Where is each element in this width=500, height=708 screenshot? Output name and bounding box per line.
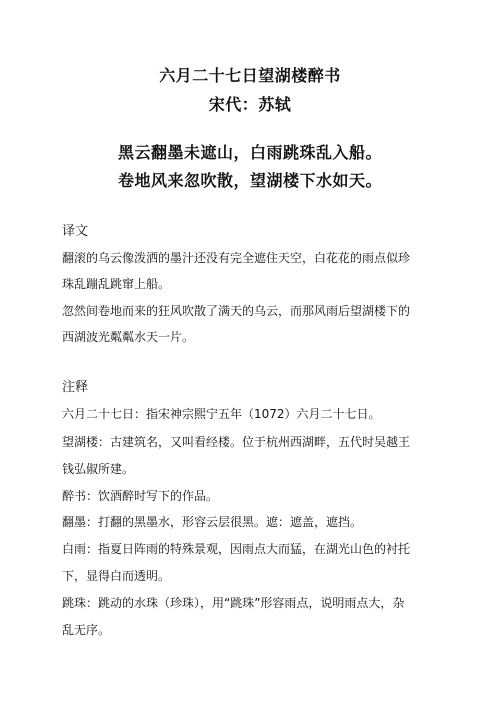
note-line-6: 白雨：指夏日阵雨的特殊景观，因雨点大而猛，在湖光山色的衬托	[62, 542, 411, 556]
poem-line-2: 卷地风来忽吹散，望湖楼下水如天。	[117, 171, 382, 190]
note-line-1: 六月二十七日：指宋神宗熙宁五年（1072）六月二十七日。	[62, 407, 381, 421]
translation-line-3: 忽然间卷地而来的狂风吹散了满天的乌云，而那风雨后望湖楼下的	[62, 304, 411, 318]
notes-heading: 注释	[62, 380, 89, 395]
note-line-7: 下，显得白而透明。	[62, 569, 171, 583]
poem-author: 宋代：苏轼	[208, 95, 292, 114]
translation-heading: 译文	[62, 224, 89, 239]
note-line-2: 望湖楼：古建筑名，又叫看经楼。位于杭州西湖畔，五代时吴越王	[62, 435, 411, 449]
note-line-5: 翻墨：打翻的黑墨水，形容云层很黑。遮：遮盖，遮挡。	[62, 515, 363, 529]
note-line-8: 跳珠：跳动的水珠（珍珠），用“跳珠”形容雨点，说明雨点大，杂	[62, 596, 405, 610]
note-line-9: 乱无序。	[62, 623, 111, 637]
note-line-4: 醉书：饮酒醉时写下的作品。	[62, 489, 219, 503]
translation-line-4: 西湖波光粼粼水天一片。	[62, 330, 195, 344]
poem-title: 六月二十七日望湖楼醉书	[159, 66, 341, 85]
note-line-3: 钱弘俶所建。	[62, 462, 135, 476]
poem-line-1: 黑云翻墨未遮山，白雨跳珠乱入船。	[117, 143, 382, 162]
translation-line-2: 珠乱蹦乱跳窜上船。	[62, 277, 171, 291]
translation-line-1: 翻滚的乌云像泼洒的墨汁还没有完全遮住天空，白花花的雨点似珍	[62, 251, 411, 265]
